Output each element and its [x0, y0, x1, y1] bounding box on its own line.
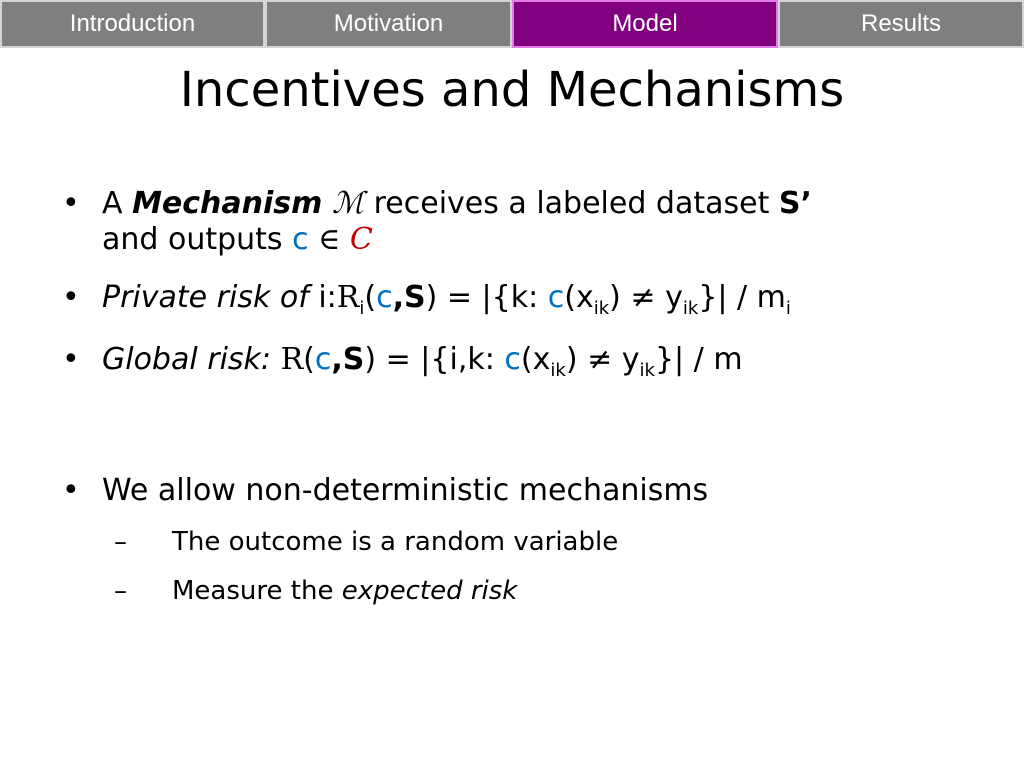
subscript-ik: ik: [682, 298, 699, 319]
symbol-c: c: [376, 280, 393, 315]
symbol-c: c: [504, 341, 521, 377]
text-outcome: The outcome is a random variable: [172, 527, 619, 558]
symbol-class-c: C: [349, 222, 373, 257]
term-mechanism: Mechanism: [132, 186, 323, 221]
symbol-c: c: [314, 341, 332, 377]
bullet-dot: •: [62, 473, 80, 509]
bullet-private-risk: • Private risk of $i:R_i(c,S) = |\{k$: $c(x_{ik}) \ne y_{ik}\}| / m_i$: [62, 280, 791, 319]
symbol-c: c: [547, 280, 565, 315]
term-global-risk: Global risk:: [102, 341, 272, 377]
text-y: y: [665, 280, 683, 315]
subbullet-expected-risk: [62, 576, 982, 607]
text-non-deterministic: We allow non-deterministic mechanisms: [102, 473, 709, 509]
text-set: ) = |{k:: [425, 280, 539, 315]
subscript-ik: ik: [593, 298, 610, 319]
symbol-in: ∈: [318, 222, 341, 257]
subscript-ik: ik: [550, 359, 566, 381]
slide-body: [62, 186, 982, 608]
symbol-s: S: [404, 280, 426, 315]
bullet-dot: •: [62, 280, 80, 315]
subscript-ik: ik: [639, 359, 655, 381]
symbol-s-prime: S’: [778, 186, 812, 221]
text-a: A: [102, 186, 123, 221]
tab-introduction[interactable]: Introduction: [0, 0, 265, 48]
section-nav: [0, 0, 1024, 48]
text-measure: Measure the: [172, 576, 334, 607]
subbullet-outcome: [62, 527, 982, 558]
text-y: y: [621, 341, 640, 377]
tab-motivation[interactable]: Motivation: [265, 0, 512, 48]
bullet-non-deterministic: [62, 473, 982, 509]
text-receives: receives a labeled dataset: [373, 186, 770, 221]
subscript-i: i: [359, 298, 365, 319]
subbullet-dash: –: [114, 576, 127, 607]
text-set: ) = |{i,k:: [364, 341, 495, 377]
symbol-r: R: [280, 341, 304, 377]
symbol-neq: ≠: [587, 341, 613, 377]
text-x: (x: [520, 341, 551, 377]
text-end: }| / m: [698, 280, 786, 315]
symbol-neq: ≠: [630, 280, 656, 315]
bullet-dot: •: [62, 186, 80, 221]
symbol-m: ℳ: [331, 186, 365, 221]
subbullet-dash: –: [114, 527, 127, 558]
symbol-c: c: [292, 222, 309, 257]
subscript-i: i: [785, 298, 791, 319]
slide-title: Incentives and Mechanisms: [179, 62, 845, 118]
term-private-risk: Private risk of: [102, 280, 309, 315]
text-end: }| / m: [654, 341, 743, 377]
symbol-r: R: [336, 280, 360, 315]
text-x: (x: [564, 280, 594, 315]
bullet-global-risk: • Global risk: R(c,S) = |{i,k: $c(x_{ik}) \ne y_{ik}\}| / m$: [62, 341, 743, 381]
tab-model[interactable]: Model: [512, 0, 778, 48]
text-outputs: and outputs: [102, 222, 283, 257]
term-expected-risk: expected risk: [341, 576, 518, 607]
bullet-mechanism: [62, 186, 982, 258]
tab-results[interactable]: Results: [778, 0, 1024, 48]
bullet-dot: •: [62, 341, 80, 377]
symbol-s: S: [342, 341, 365, 377]
text-i: i:: [318, 280, 337, 315]
